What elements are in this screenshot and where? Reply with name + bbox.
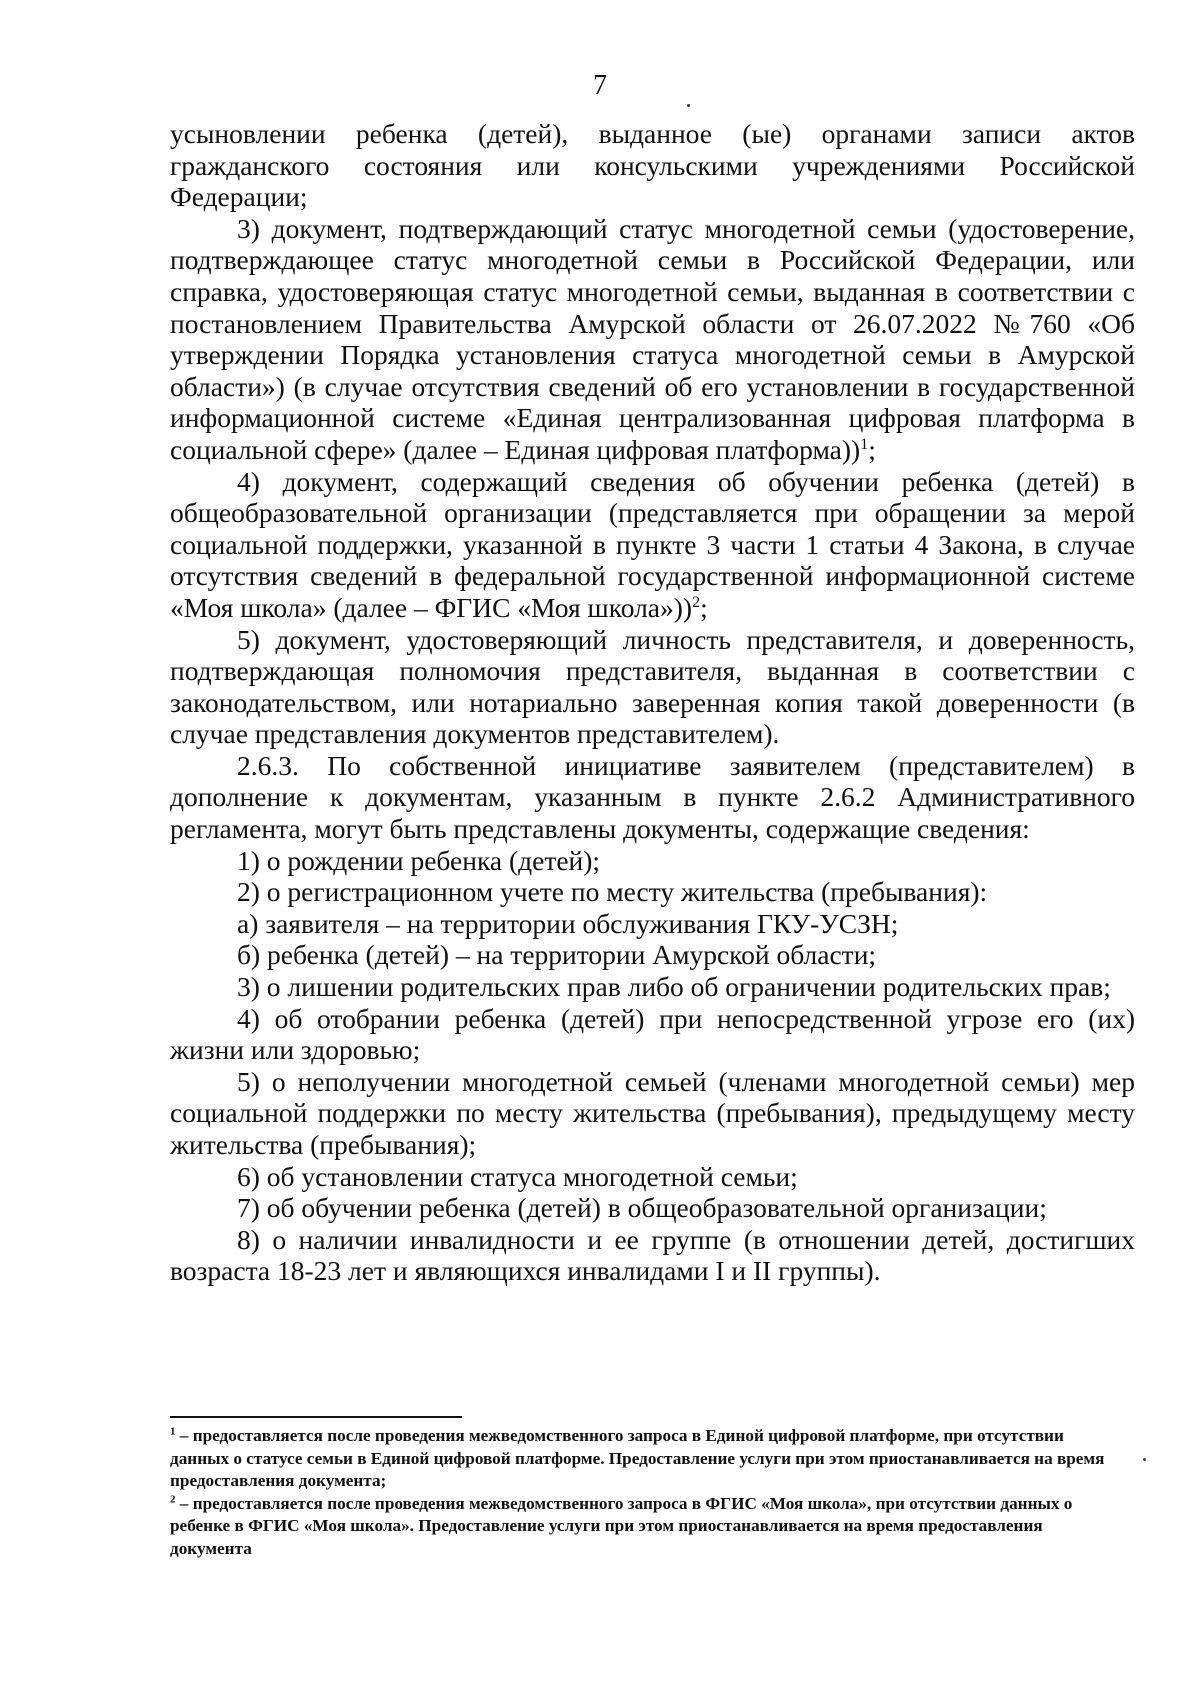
- footnote-2: $^2$ – предоставляется после проведения межведомственного запроса в ФГИС «Моя школа», при отсутствии данных о ребенке в ФГИС «Моя школа». Предоставление услуги при этом приостанавливается на время предоставления документа: [170, 1492, 1073, 1558]
- footnote-ref-1[interactable]: 1: [860, 435, 869, 453]
- footnote-1: $^1$ – предоставляется после проведения межведомственного запроса в Единой цифровой платформе, при отсутствии данных о статусе семьи в Единой цифровой платформе. Предоставление услуги при этом приостанавливается на время предоставления документа;: [170, 1425, 1105, 1490]
- list-item-2a: а) заявителя – на территории обслуживания ГКУ-УСЗН;: [237, 907, 899, 939]
- paragraph-item-3: 3) документ, подтверждающий статус многодетной семьи (удостоверение, подтверждающее статус многодетной семьи в Российской Федерации, или справка, удостоверяющая статус многодетной семьи, выданная в соответствии с постановлением Правительства Амурской области от 26.07.2022 №760 «Об утверждении Порядка установления статуса многодетной семьи в Амурской области») (в случае отсутствия сведений об его установлении в государственной информационной системе «Единая централизованная цифровая платформа в социальной сфере» (далее – Единая цифровая платформа))$^1$;: [170, 212, 1135, 465]
- scan-speck: [1143, 1458, 1146, 1461]
- paragraph-item-4: 4) документ, содержащий сведения об обучении ребенка (детей) в общеобразовательной организации (представляется при обращении за мерой социальной поддержки, указанной в пункте 3 части 1 статьи 4 Закона, в случае отсутствия сведений в федеральной государственной информационной системе «Моя школа» (далее – ФГИС «Моя школа»))$^2$;: [170, 465, 1135, 623]
- body-text: [170, 118, 1135, 1287]
- list-item-3: 3) о лишении родительских прав либо об ограничении родительских прав;: [237, 971, 1111, 1003]
- list-item-6: 6) об установлении статуса многодетной семьи;: [237, 1160, 798, 1192]
- footnote-ref-2[interactable]: 2: [692, 593, 701, 611]
- list-item-5: 5) о неполучении многодетной семьей (членами многодетной семьи) мер социальной поддержки по месту жительства (пребывания), предыдущему месту жительства (пребывания);: [170, 1065, 1135, 1160]
- list-item-8: 8) о наличии инвалидности и ее группе (в отношении детей, достигших возраста 18-23 лет и являющихся инвалидами I и II группы).: [170, 1223, 1135, 1287]
- paragraph-intro: усыновлении ребенка (детей), выданное (ые) органами записи актов гражданского состояния или консульскими учреждениями Российской Федерации;: [170, 118, 1135, 213]
- paragraph-item-5: 5) документ, удостоверяющий личность представителя, и доверенность, подтверждающая полномочия представителя, выданная в соответствии с законодательством, или нотариально заверенная копия такой доверенности (в случае представления документов представителем).: [170, 623, 1135, 750]
- page-number: 7: [593, 70, 607, 101]
- scan-speck: [687, 104, 690, 107]
- list-item-7: 7) об обучении ребенка (детей) в общеобразовательной организации;: [237, 1192, 1047, 1224]
- footnote-marker-1: 1: [170, 1425, 176, 1438]
- list-item-2b: б) ребенка (детей) – на территории Амурской области;: [237, 939, 877, 971]
- footnote-divider: [170, 1416, 462, 1418]
- footnote-marker-2: 2: [170, 1492, 176, 1505]
- footnotes: [170, 1425, 1120, 1560]
- list-item-2: 2) о регистрационном учете по месту жительства (пребывания):: [237, 876, 988, 908]
- paragraph-2-6-3: 2.6.3. По собственной инициативе заявителем (представителем) в дополнение к документам, указанным в пункте 2.6.2 Административного регламента, могут быть представлены документы, содержащие сведения:: [170, 749, 1135, 845]
- list-item-1: 1) о рождении ребенка (детей);: [237, 844, 601, 876]
- list-item-4: 4) об отобрании ребенка (детей) при непосредственной угрозе его (их) жизни или здоровью;: [170, 1002, 1135, 1066]
